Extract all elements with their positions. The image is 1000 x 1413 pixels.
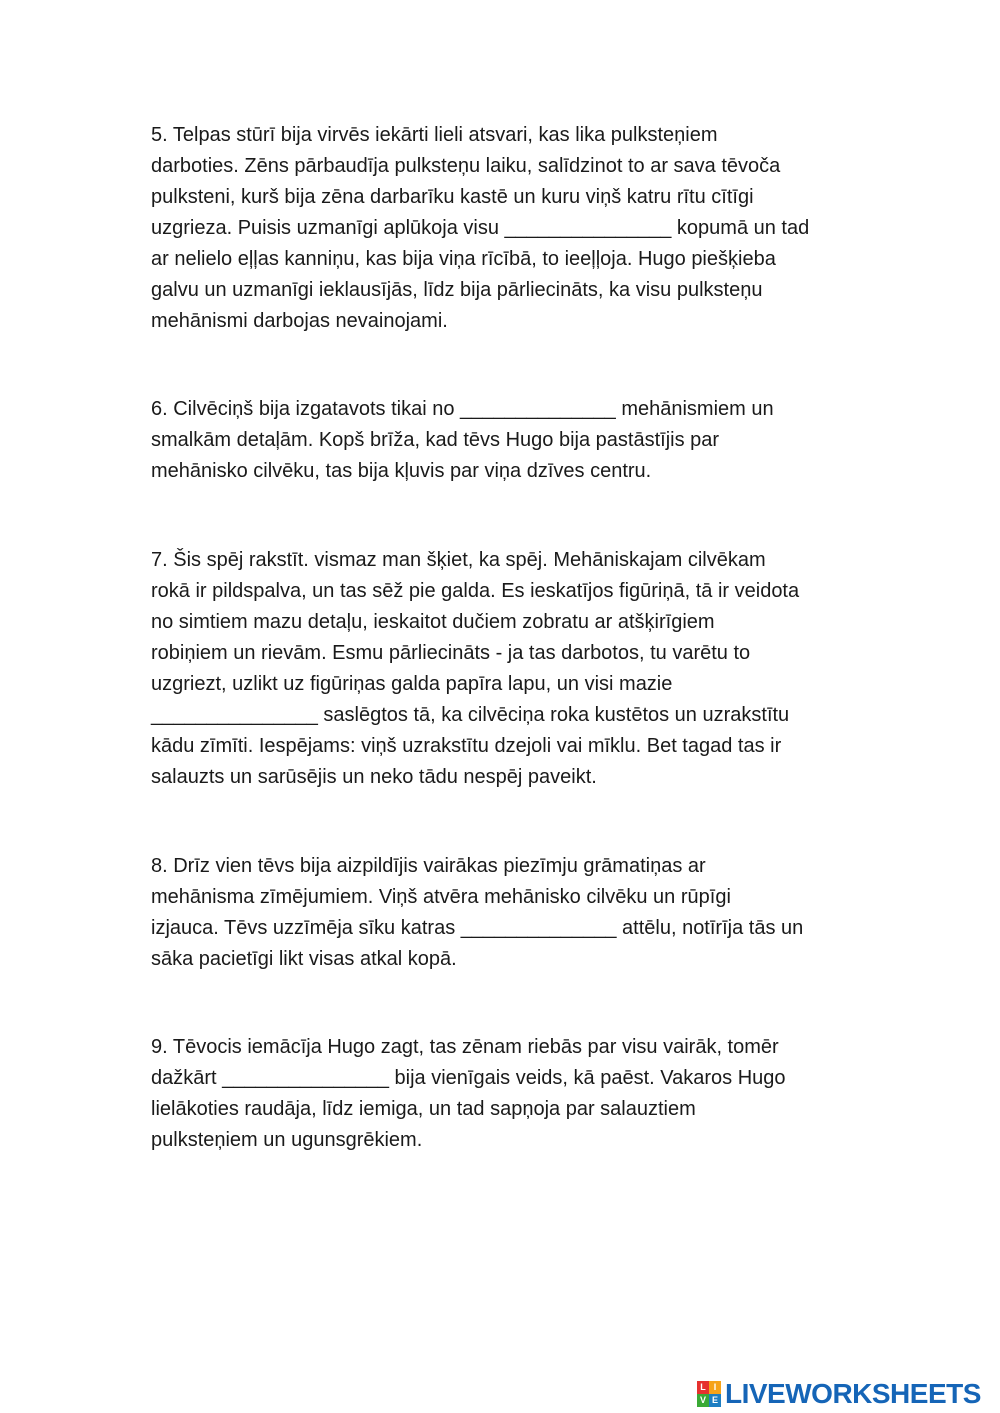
- exercise-line: uzgrieza. Puisis uzmanīgi aplūkoja visu _______________ kopumā un tad: [151, 217, 810, 239]
- logo-mark-icon: L I V E: [697, 1381, 721, 1407]
- exercise-line: 5. Telpas stūrī bija virvēs iekārti lieli atsvari, kas lika pulksteņiem: [151, 124, 718, 146]
- exercise-7: [151, 545, 871, 793]
- exercise-line: no simtiem mazu detaļu, ieskaitot dučiem zobratu ar atšķirīgiem: [151, 611, 715, 633]
- exercise-line: pulksteni, kurš bija zēna darbarīku kastē un kuru viņš katru rītu cītīgi: [151, 186, 754, 208]
- exercise-line: 7. Šis spēj rakstīt. vismaz man šķiet, ka spēj. Mehāniskajam cilvēkam: [151, 549, 766, 571]
- exercise-line: _______________ saslēgtos tā, ka cilvēciņa roka kustētos un uzrakstītu: [151, 704, 790, 726]
- exercise-line: 9. Tēvocis iemācīja Hugo zagt, tas zēnam riebās par visu vairāk, tomēr: [151, 1036, 779, 1058]
- logo-text: LIVEWORKSHEETS: [725, 1378, 981, 1409]
- exercise-line: 6. Cilvēciņš bija izgatavots tikai no ______________ mehānismiem un: [151, 398, 774, 420]
- exercise-line: salauzts un sarūsējis un neko tādu nespēj paveikt.: [151, 766, 597, 788]
- exercise-line: mehānisko cilvēku, tas bija kļuvis par viņa dzīves centru.: [151, 460, 652, 482]
- exercise-line: robiņiem un rievām. Esmu pārliecināts - ja tas darbotos, tu varētu to: [151, 642, 751, 664]
- exercise-line: izjauca. Tēvs uzzīmēja sīku katras ______________ attēlu, notīrīja tās un: [151, 917, 804, 939]
- exercise-line: uzgriezt, uzlikt uz figūriņas galda papīra lapu, un visi mazie: [151, 673, 673, 695]
- exercise-line: pulksteņiem un ugunsgrēkiem.: [151, 1129, 423, 1151]
- liveworksheets-logo: [697, 1378, 981, 1410]
- exercise-line: ar nelielo eļļas kanniņu, kas bija viņa rīcībā, to ieeļļoja. Hugo piešķieba: [151, 248, 776, 270]
- exercise-line: sāka pacietīgi likt visas atkal kopā.: [151, 948, 457, 970]
- exercise-6: [151, 394, 871, 487]
- exercise-line: rokā ir pildspalva, un tas sēž pie galda. Es ieskatījos figūriņā, tā ir veidota: [151, 580, 800, 602]
- exercise-9: [151, 1032, 871, 1156]
- exercise-line: galvu un uzmanīgi ieklausījās, līdz bija pārliecināts, ka visu pulksteņu: [151, 279, 763, 301]
- exercise-line: mehānisma zīmējumiem. Viņš atvēra mehānisko cilvēku un rūpīgi: [151, 886, 731, 908]
- exercise-5: [151, 120, 871, 337]
- exercise-line: lielākoties raudāja, līdz iemiga, un tad sapņoja par salauztiem: [151, 1098, 696, 1120]
- exercise-8: [151, 851, 871, 975]
- exercise-line: smalkām detaļām. Kopš brīža, kad tēvs Hugo bija pastāstījis par: [151, 429, 720, 451]
- exercise-line: kādu zīmīti. Iespējams: viņš uzrakstītu dzejoli vai mīklu. Bet tagad tas ir: [151, 735, 782, 757]
- exercise-line: darboties. Zēns pārbaudīja pulksteņu laiku, salīdzinot to ar sava tēvoča: [151, 155, 781, 177]
- exercise-line: 8. Drīz vien tēvs bija aizpildījis vairākas piezīmju grāmatiņas ar: [151, 855, 706, 877]
- exercise-line: dažkārt _______________ bija vienīgais veids, kā paēst. Vakaros Hugo: [151, 1067, 786, 1089]
- exercise-line: mehānismi darbojas nevainojami.: [151, 310, 448, 332]
